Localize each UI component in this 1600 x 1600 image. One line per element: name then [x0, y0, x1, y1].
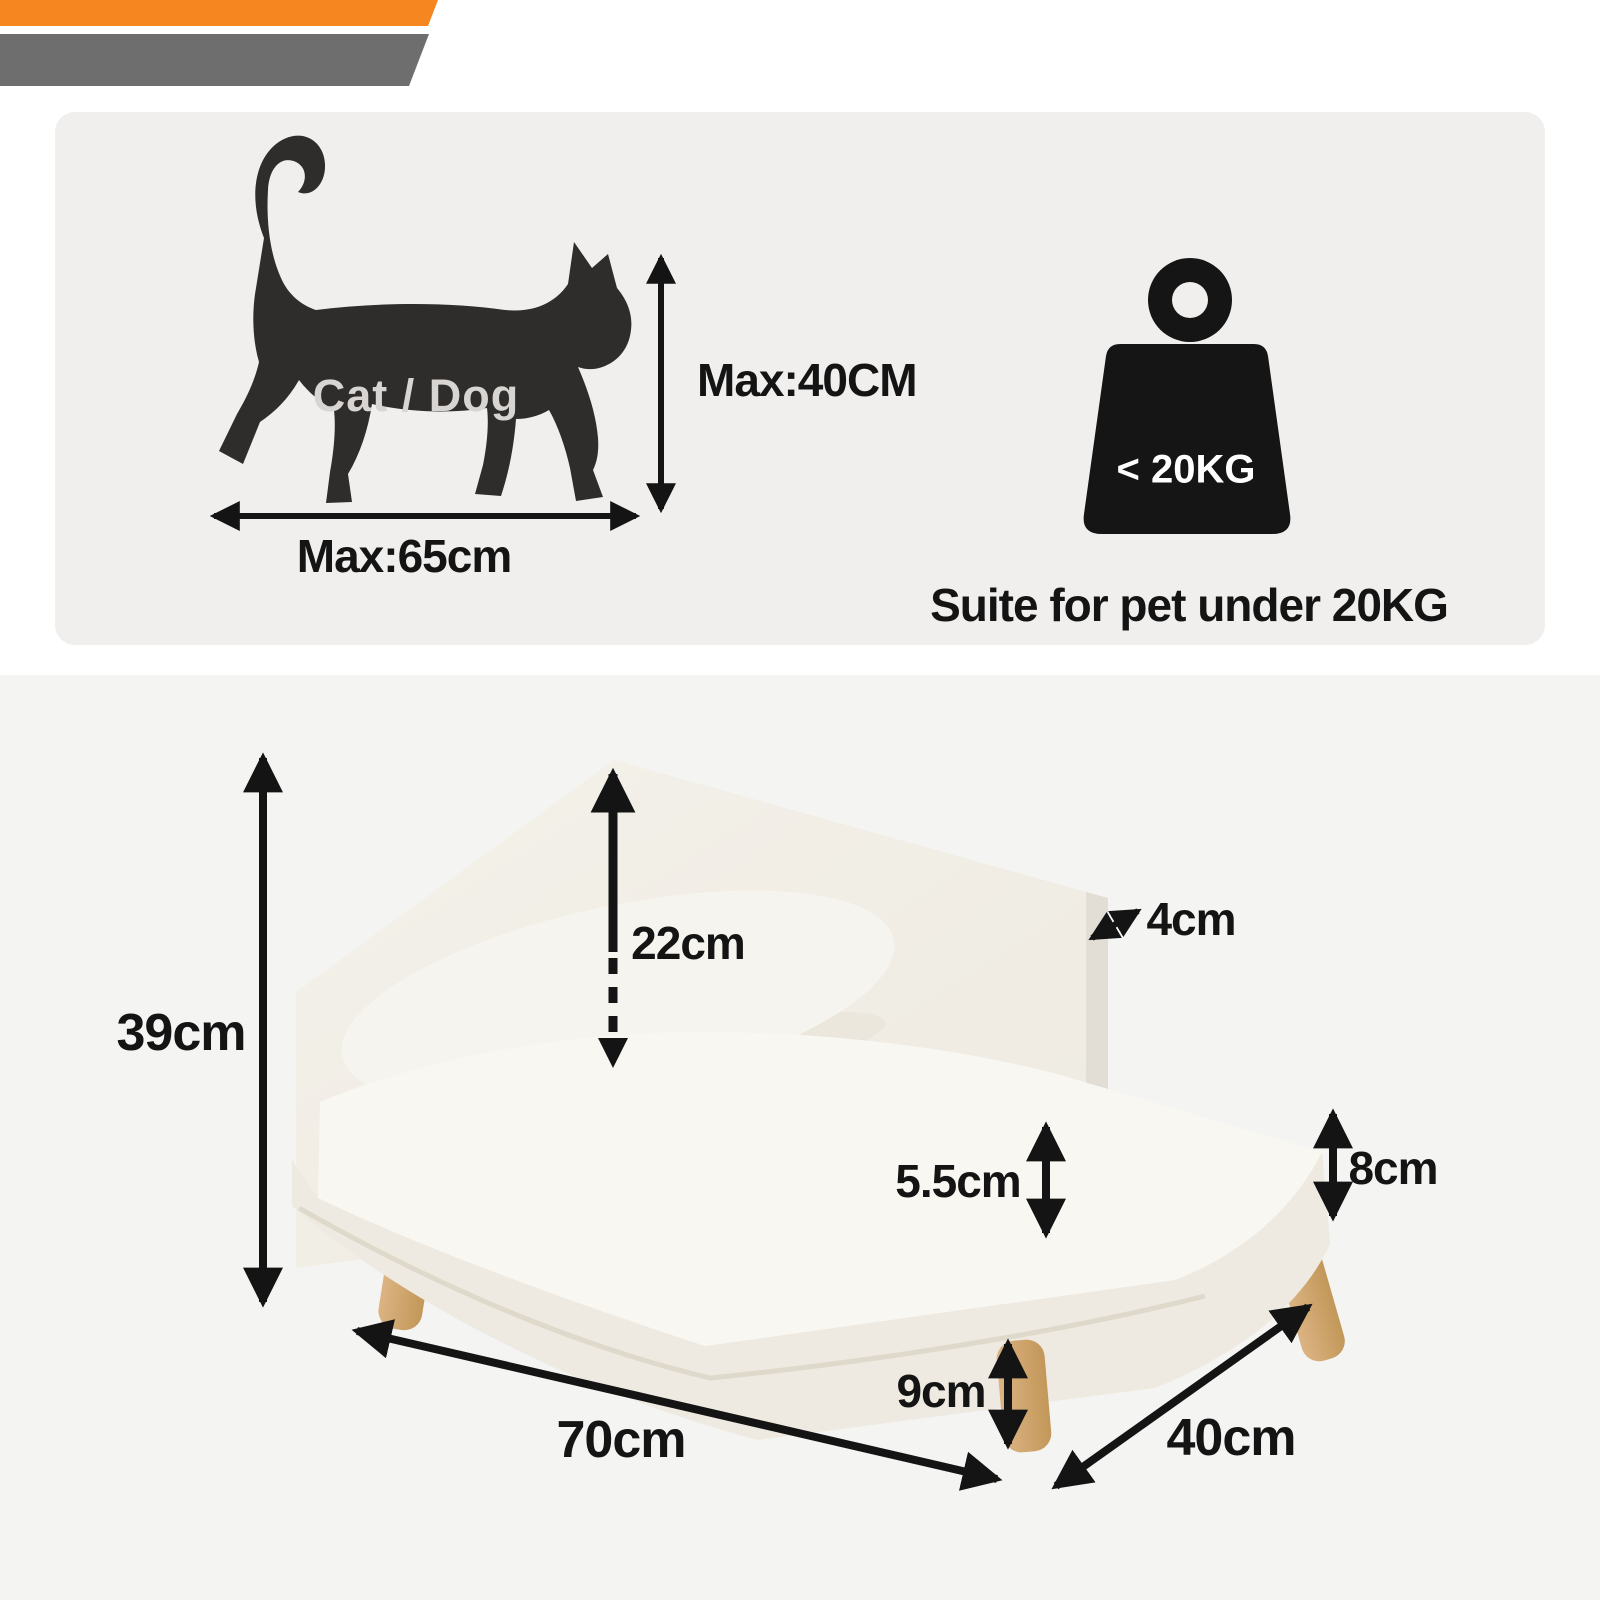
pet-max-height-label: Max:40CM — [697, 354, 917, 406]
weight-caption: Suite for pet under 20KG — [930, 579, 1448, 631]
dim-4cm-label: 4cm — [1146, 893, 1236, 945]
cat-dog-label: Cat / Dog — [312, 370, 520, 421]
sofa-leg-front-center — [995, 1338, 1053, 1454]
dim-5-5cm-label: 5.5cm — [895, 1155, 1021, 1207]
weight-icon — [1084, 258, 1291, 534]
pet-max-length-label: Max:65cm — [296, 530, 512, 582]
dim-8cm-label: 8cm — [1348, 1142, 1438, 1194]
cat-silhouette — [219, 136, 631, 503]
dim-22cm-label: 22cm — [631, 917, 745, 969]
dim-39cm-label: 39cm — [116, 1004, 246, 1062]
weight-limit-label: < 20KG — [1116, 447, 1256, 492]
dim-70cm-label: 70cm — [556, 1411, 686, 1469]
dim-40cm-label: 40cm — [1166, 1409, 1296, 1467]
dim-9cm-label: 9cm — [896, 1365, 986, 1417]
